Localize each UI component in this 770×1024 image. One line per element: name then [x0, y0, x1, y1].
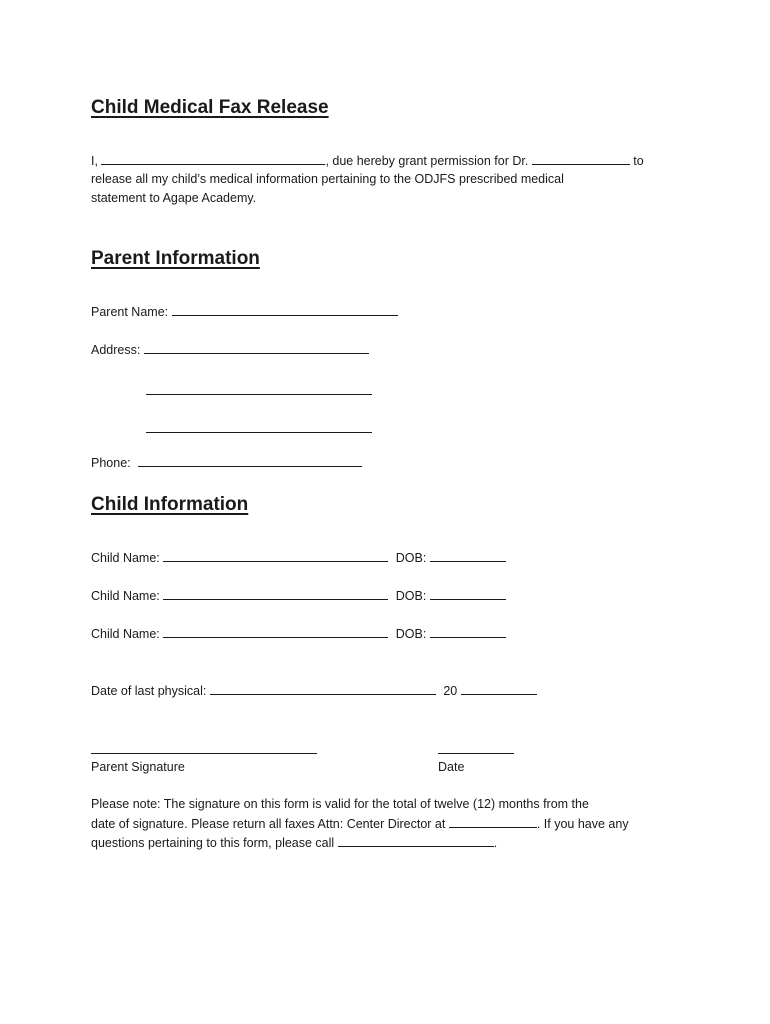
year-prefix: 20 — [443, 684, 458, 698]
intro-mid: , due hereby grant permission for Dr. — [325, 154, 529, 168]
dob-field[interactable] — [430, 586, 506, 600]
note-line-3 — [91, 833, 497, 853]
physical-date-field[interactable] — [210, 681, 436, 695]
child-info-heading: Child Information — [91, 494, 249, 515]
dob-field[interactable] — [430, 548, 506, 562]
phone-row — [91, 453, 362, 473]
form-title: Child Medical Fax Release — [91, 97, 329, 118]
signature-date-line[interactable] — [438, 753, 514, 754]
child-name-label: Child Name: — [91, 551, 160, 565]
note-line-2-prefix: date of signature. Please return all faxes Attn: Center Director at — [91, 817, 446, 831]
address-field-2[interactable] — [146, 394, 372, 395]
physical-label: Date of last physical: — [91, 684, 207, 698]
child-row — [91, 586, 506, 606]
child-name-field[interactable] — [163, 624, 388, 638]
dob-field[interactable] — [430, 624, 506, 638]
parent-name-blank[interactable] — [101, 151, 325, 165]
note-line-3-suffix: . — [493, 836, 498, 850]
dob-label: DOB: — [395, 589, 427, 603]
address-field-1[interactable] — [144, 340, 369, 354]
child-name-label: Child Name: — [91, 589, 160, 603]
physical-year-field[interactable] — [461, 681, 537, 695]
parent-name-label: Parent Name: — [91, 305, 169, 319]
intro-line-1 — [91, 151, 644, 171]
note-line-2 — [91, 814, 629, 834]
parent-signature-label: Parent Signature — [91, 760, 185, 774]
contact-phone-blank[interactable] — [338, 833, 494, 847]
phone-field[interactable] — [138, 453, 362, 467]
child-row — [91, 548, 506, 568]
center-director-fax-blank[interactable] — [449, 814, 537, 828]
address-label: Address: — [91, 343, 141, 357]
note-line-3-prefix: questions pertaining to this form, please call — [91, 836, 335, 850]
intro-line-2: release all my child’s medical information pertaining to the ODJFS prescribed medical — [91, 172, 564, 186]
child-name-field[interactable] — [163, 548, 388, 562]
parent-signature-line[interactable] — [91, 753, 317, 754]
intro-prefix: I, — [91, 154, 98, 168]
parent-name-field[interactable] — [172, 302, 398, 316]
parent-info-heading: Parent Information — [91, 248, 260, 269]
physical-row — [91, 681, 537, 701]
note-line-1: Please note: The signature on this form is valid for the total of twelve (12) months from the — [91, 797, 589, 811]
dob-label: DOB: — [395, 551, 427, 565]
doctor-name-blank[interactable] — [532, 151, 630, 165]
intro-line-3: statement to Agape Academy. — [91, 191, 257, 205]
date-label: Date — [438, 760, 465, 774]
phone-label: Phone: — [91, 456, 131, 470]
note-line-2-suffix: . If you have any — [536, 817, 629, 831]
child-name-field[interactable] — [163, 586, 388, 600]
child-row — [91, 624, 506, 644]
intro-suffix: to — [633, 154, 644, 168]
address-row — [91, 340, 369, 360]
dob-label: DOB: — [395, 627, 427, 641]
parent-name-row — [91, 302, 398, 322]
address-field-3[interactable] — [146, 432, 372, 433]
child-name-label: Child Name: — [91, 627, 160, 641]
